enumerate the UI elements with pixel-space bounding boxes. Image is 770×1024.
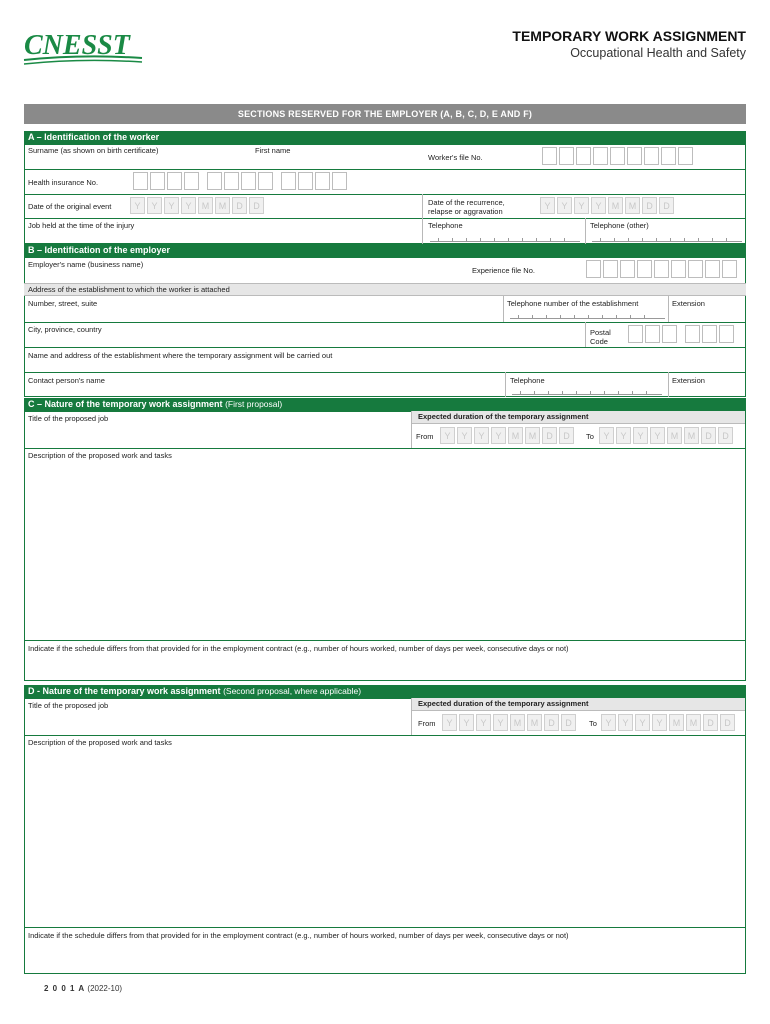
health-insurance-label: Health insurance No.	[28, 178, 99, 187]
c-job-title-field[interactable]	[28, 426, 406, 446]
d-schedule-label: Indicate if the schedule differs from that provided for in the employment contract (e.g., number of hours worked, number of days per week, consecutive days or not)	[28, 931, 569, 940]
digit-tick	[564, 238, 565, 242]
digit-tick	[618, 391, 619, 395]
d-from-label: From	[418, 719, 436, 728]
digit-tick	[576, 391, 577, 395]
digit-tick	[546, 315, 547, 319]
digit-tick	[548, 391, 549, 395]
c-from-date[interactable]: Y Y Y Y M M D D	[440, 427, 574, 444]
digit-tick	[438, 238, 439, 242]
c-from-label: From	[416, 432, 434, 441]
form-code: 2 0 0 1 A (2022-10)	[44, 984, 123, 993]
postal-code-label: Postal Code	[590, 328, 611, 346]
d-to-label: To	[589, 719, 597, 728]
temporary-address-field[interactable]	[28, 361, 738, 371]
digit-tick	[452, 238, 453, 242]
digit-tick	[600, 238, 601, 242]
job-held-label: Job held at the time of the injury	[28, 221, 135, 230]
section-a-header: A – Identification of the worker	[24, 131, 746, 144]
digit-tick	[520, 391, 521, 395]
worker-file-label: Worker's file No.	[428, 153, 483, 162]
original-event-date[interactable]: Y Y Y Y M M D D	[130, 197, 264, 214]
worker-file-field[interactable]	[542, 147, 693, 165]
document-subtitle: Occupational Health and Safety	[570, 46, 746, 60]
recurrence-date[interactable]: Y Y Y Y M M D D	[540, 197, 674, 214]
digit-tick	[644, 315, 645, 319]
section-d-header: D - Nature of the temporary work assignment (Second proposal, where applicable)	[24, 685, 746, 698]
d-description-label: Description of the proposed work and tasks	[28, 738, 172, 747]
digit-tick	[630, 315, 631, 319]
health-insurance-field[interactable]	[133, 172, 347, 190]
digit-tick	[518, 315, 519, 319]
digit-tick	[588, 315, 589, 319]
digit-tick	[646, 391, 647, 395]
digit-tick	[656, 238, 657, 242]
c-job-title-label: Title of the proposed job	[28, 414, 109, 423]
digit-tick	[684, 238, 685, 242]
d-from-date[interactable]: Y Y Y Y M M D D	[442, 714, 576, 731]
digit-tick	[604, 391, 605, 395]
city-label: City, province, country	[28, 325, 102, 334]
digit-tick	[508, 238, 509, 242]
establishment-phone-field[interactable]	[510, 313, 665, 319]
experience-file-field[interactable]	[586, 260, 737, 278]
original-event-label: Date of the original event	[28, 202, 112, 211]
logo-text: CNESST	[24, 30, 130, 61]
digit-tick	[614, 238, 615, 242]
digit-tick	[632, 391, 633, 395]
digit-tick	[550, 238, 551, 242]
digit-tick	[726, 238, 727, 242]
c-schedule-field[interactable]	[28, 655, 740, 677]
c-description-field[interactable]	[28, 462, 740, 637]
telephone-field[interactable]	[430, 236, 580, 242]
digit-tick	[562, 391, 563, 395]
telephone-other-label: Telephone (other)	[590, 221, 649, 230]
d-description-field[interactable]	[28, 749, 740, 924]
telephone-other-field[interactable]	[592, 236, 742, 242]
digit-tick	[616, 315, 617, 319]
first-name-field[interactable]	[255, 156, 415, 168]
c-duration-label: Expected duration of the temporary assignment	[412, 411, 745, 424]
digit-tick	[494, 238, 495, 242]
employer-sections-banner: SECTIONS RESERVED FOR THE EMPLOYER (A, B, C, D, E AND F)	[24, 104, 746, 124]
digit-tick	[466, 238, 467, 242]
c-schedule-label: Indicate if the schedule differs from that provided for in the employment contract (e.g., number of hours worked, number of days per week, consecutive days or not)	[28, 644, 569, 653]
recurrence-label: Date of the recurrence, relapse or aggravation	[428, 198, 505, 216]
digit-tick	[560, 315, 561, 319]
d-job-title-label: Title of the proposed job	[28, 701, 109, 710]
digit-tick	[670, 238, 671, 242]
section-c-header: C – Nature of the temporary work assignment (First proposal)	[24, 398, 746, 411]
employer-name-label: Employer's name (business name)	[28, 260, 144, 269]
contact-person-label: Contact person's name	[28, 376, 105, 385]
document-title: TEMPORARY WORK ASSIGNMENT	[512, 28, 746, 44]
digit-tick	[642, 238, 643, 242]
digit-tick	[698, 238, 699, 242]
digit-tick	[712, 238, 713, 242]
city-field[interactable]	[28, 335, 578, 345]
employer-name-field[interactable]	[28, 270, 458, 282]
postal-code-field[interactable]	[628, 325, 734, 343]
contact-person-field[interactable]	[28, 386, 498, 396]
c-to-label: To	[586, 432, 594, 441]
digit-tick	[628, 238, 629, 242]
telephone-label: Telephone	[428, 221, 463, 230]
digit-tick	[522, 238, 523, 242]
digit-tick	[534, 391, 535, 395]
contact-telephone-label: Telephone	[510, 376, 545, 385]
experience-file-label: Experience file No.	[472, 266, 535, 275]
d-to-date[interactable]: Y Y Y Y M M D D	[601, 714, 735, 731]
digit-tick	[602, 315, 603, 319]
digit-tick	[536, 238, 537, 242]
street-field[interactable]	[28, 309, 498, 319]
establishment-phone-label: Telephone number of the establishment	[507, 299, 639, 308]
surname-field[interactable]	[28, 156, 248, 168]
digit-tick	[532, 315, 533, 319]
cnesst-logo	[22, 28, 146, 70]
d-job-title-field[interactable]	[28, 713, 406, 733]
section-b-header: B – Identification of the employer	[24, 244, 746, 257]
digit-tick	[480, 238, 481, 242]
address-subheader: Address of the establishment to which the worker is attached	[24, 283, 746, 296]
digit-tick	[574, 315, 575, 319]
c-to-date[interactable]: Y Y Y Y M M D D	[599, 427, 733, 444]
d-duration-label: Expected duration of the temporary assignment	[412, 698, 745, 711]
temporary-address-label: Name and address of the establishment where the temporary assignment will be carried out	[28, 351, 333, 360]
first-name-label: First name	[255, 146, 291, 155]
surname-label: Surname (as shown on birth certificate)	[28, 146, 159, 155]
street-label: Number, street, suite	[28, 299, 98, 308]
c-description-label: Description of the proposed work and tasks	[28, 451, 172, 460]
extension-label: Extension	[672, 299, 705, 308]
d-schedule-field[interactable]	[28, 942, 740, 970]
contact-extension-label: Extension	[672, 376, 705, 385]
contact-telephone-field[interactable]	[512, 389, 662, 395]
digit-tick	[590, 391, 591, 395]
